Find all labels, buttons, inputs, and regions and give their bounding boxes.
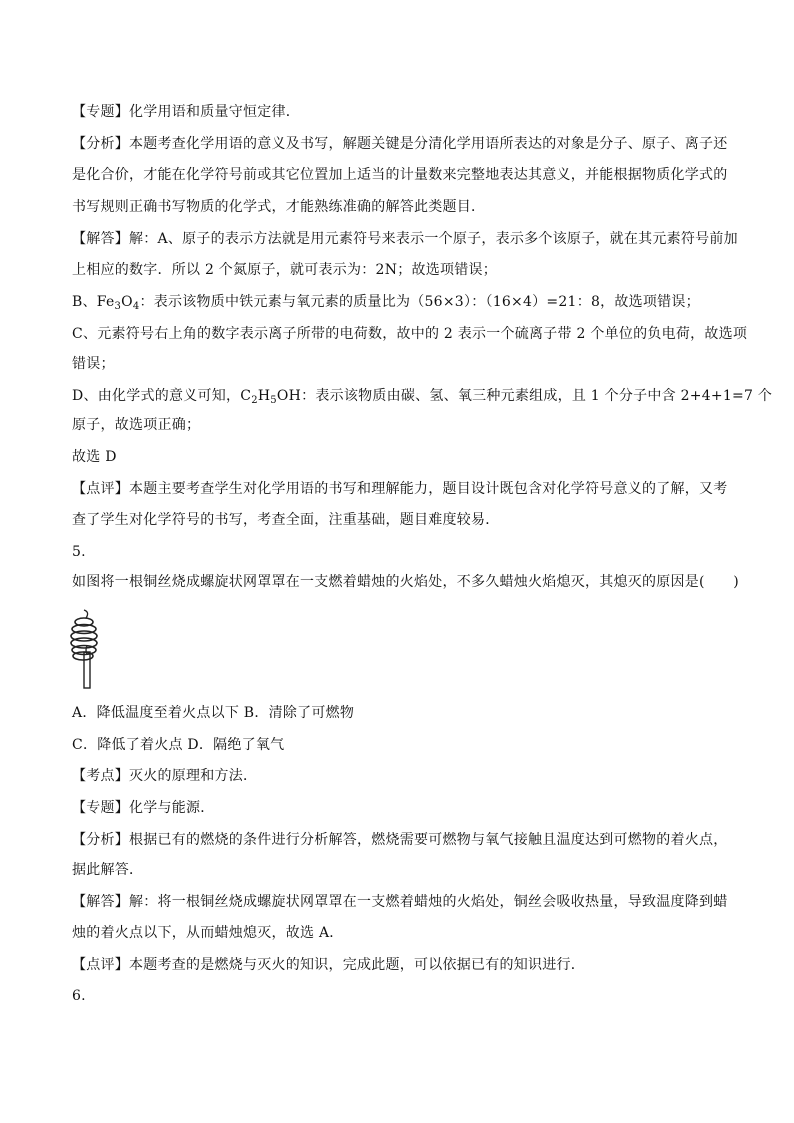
q6-number: 6.	[72, 988, 86, 1004]
q5-analysis-line-2: 据此解答．	[72, 862, 144, 878]
option-d-rest: OH：表示该物质由碳、氢、氧三种元素组成，且 1 个分子中含 2+4+1=7 个	[276, 388, 773, 404]
copper-coil-candle-figure	[66, 608, 106, 692]
q5-answer-line-2: 烛的着火点以下，从而蜡烛熄灭，故选 A．	[72, 925, 344, 941]
q4-analysis-line-2: 是化合价，才能在化学符号前或其它位置加上适当的计量数来完整地表达其意义，并能根据物质化学式的	[72, 167, 728, 183]
q5-stem: 如图将一根铜丝烧成螺旋状网罩罩在一支燃着蜡烛的火焰处，不多久蜡烛火焰熄灭，其熄灭的原因是( )	[72, 574, 739, 590]
q4-comment-line-1: 【点评】本题主要考查学生对化学用语的书写和理解能力，题目设计既包含对化学符号意义的了解，又考	[72, 481, 728, 497]
q5-point: 【考点】灭火的原理和方法．	[72, 768, 258, 784]
q5-analysis-line-1: 【分析】根据已有的燃烧的条件进行分析解答，燃烧需要可燃物与氧气接触且温度达到可燃物的着火点，	[72, 832, 728, 848]
q5-options-line-2: C．降低了着火点 D．隔绝了氧气	[72, 737, 285, 753]
q4-option-b-line	[72, 293, 700, 311]
q4-option-c-line-2: 错误；	[72, 356, 115, 372]
q4-option-c-line-1: C、元素符号右上角的数字表示离子所带的电荷数，故中的 2 表示一个硫离子带 2 个单位的负电荷，故选项	[72, 326, 748, 342]
option-b-sub-2: 4	[132, 301, 140, 312]
q5-topic: 【专题】化学与能源．	[72, 800, 215, 816]
q4-answer-line-1: 【解答】解：A、原子的表示方法就是用元素符号来表示一个原子，表示多个该原子，就在其元素符号前加	[72, 231, 738, 247]
option-b-sub-1: 3	[114, 301, 122, 312]
q4-option-d-line-1	[72, 387, 772, 405]
q4-analysis-line-1: 【分析】本题考查化学用语的意义及书写，解题关键是分清化学用语所表达的对象是分子、原子、离子还	[72, 136, 728, 152]
option-b-rest: ：表示该物质中铁元素与氧元素的质量比为（56×3）：（16×4）=21：8，故选项错误；	[139, 294, 700, 310]
q5-options-line-1: A．降低温度至着火点以下 B．清除了可燃物	[72, 705, 355, 721]
option-b-mid: O	[121, 294, 133, 310]
q4-option-d-line-2: 原子，故选项正确；	[72, 417, 201, 433]
q5-number: 5.	[72, 544, 86, 560]
q4-answer-line-2: 上相应的数字．所以 2 个氮原子，就可表示为：2N；故选项错误；	[72, 262, 497, 278]
option-b-prefix: B、Fe	[72, 294, 115, 310]
copper-coil-icon	[66, 608, 106, 692]
q4-topic: 【专题】化学用语和质量守恒定律．	[72, 104, 300, 120]
q4-comment-line-2: 查了学生对化学符号的书写，考查全面，注重基础，题目难度较易．	[72, 512, 500, 528]
option-d-mid: H	[257, 388, 271, 404]
q4-choose: 故选 D	[72, 449, 117, 465]
option-d-sub-2: 5	[270, 395, 277, 406]
option-d-sub-1: 2	[251, 395, 258, 406]
q4-analysis-line-3: 书写规则正确书写物质的化学式，才能熟练准确的解答此类题目．	[72, 199, 486, 215]
q5-answer-line-1: 【解答】解：将一根铜丝烧成螺旋状网罩罩在一支燃着蜡烛的火焰处，铜丝会吸收热量，导致温度降到蜡	[72, 894, 728, 910]
q5-comment: 【点评】本题考查的是燃烧与灭火的知识，完成此题，可以依据已有的知识进行．	[72, 957, 585, 973]
option-d-prefix: D、由化学式的意义可知，C	[72, 388, 252, 404]
